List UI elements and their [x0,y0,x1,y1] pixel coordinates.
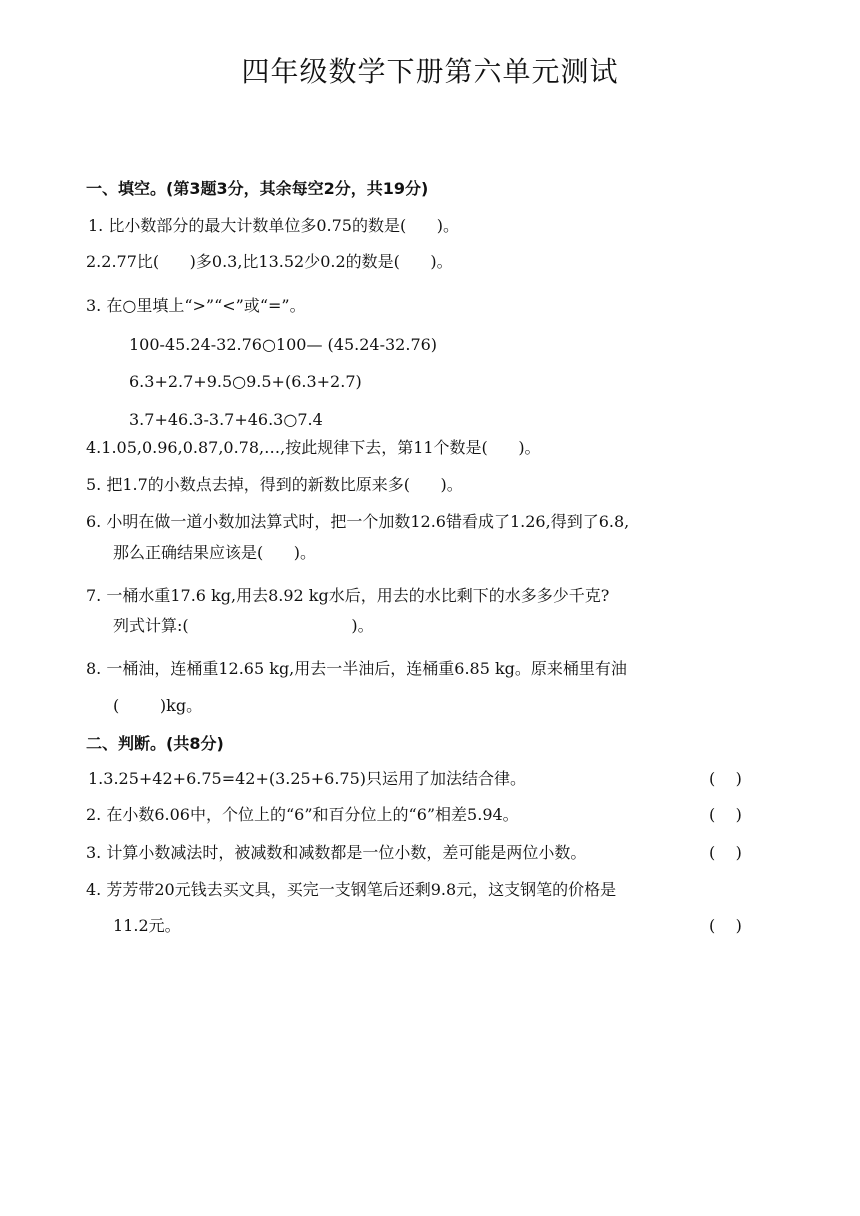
judge-question-4-line2: 11.2元。 [113,916,181,935]
answer-parentheses-1: ( ) [709,769,742,788]
fill-question-7-line2: 列式计算:( )。 [113,616,374,635]
fill-question-8-line2: ( )kg。 [113,696,203,715]
answer-parentheses-2: ( ) [709,805,742,824]
compare-expression-1: 100-45.24-32.76○100— (45.24-32.76) [129,335,438,354]
page-title: 四年级数学下册第六单元测试 [241,55,619,88]
judge-question-2: 2. 在小数6.06中，个位上的“6”和百分位上的“6”相差5.94。 [86,805,519,824]
judge-question-1: 1.3.25+42+6.75=42+(3.25+6.75)只运用了加法结合律。 [88,769,527,788]
fill-question-2: 2.2.77比( )多0.3,比13.52少0.2的数是( )。 [86,252,453,271]
answer-parentheses-4: ( ) [709,916,742,935]
judge-question-3: 3. 计算小数减法时，被减数和减数都是一位小数，差可能是两位小数。 [86,843,587,862]
fill-question-7-line1: 7. 一桶水重17.6 kg,用去8.92 kg水后，用去的水比剩下的水多多少千克? [86,586,610,605]
fill-question-6-line1: 6. 小明在做一道小数加法算式时，把一个加数12.6错看成了1.26,得到了6.8, [86,512,630,531]
answer-parentheses-3: ( ) [709,843,742,862]
fill-question-3: 3. 在○里填上“>”“<”或“=”。 [86,296,306,315]
compare-expression-2: 6.3+2.7+9.5○9.5+(6.3+2.7) [129,372,362,391]
fill-question-8-line1: 8. 一桶油，连桶重12.65 kg,用去一半油后，连桶重6.85 kg。原来桶里有油 [86,659,627,678]
compare-expression-3: 3.7+46.3-3.7+46.3○7.4 [129,410,323,429]
fill-question-4: 4.1.05,0.96,0.87,0.78,…,按此规律下去，第11个数是( )。 [86,438,541,457]
fill-question-1: 1. 比小数部分的最大计数单位多0.75的数是( )。 [88,216,459,235]
fill-question-6-line2: 那么正确结果应该是( )。 [113,543,317,562]
section1-heading: 一、填空。(第3题3分，其余每空2分，共19分) [86,179,429,198]
section2-heading: 二、判断。(共8分) [86,734,224,753]
fill-question-5: 5. 把1.7的小数点去掉，得到的新数比原来多( )。 [86,475,463,494]
judge-question-4-line1: 4. 芳芳带20元钱去买文具，买完一支钢笔后还剩9.8元，这支钢笔的价格是 [86,880,617,899]
